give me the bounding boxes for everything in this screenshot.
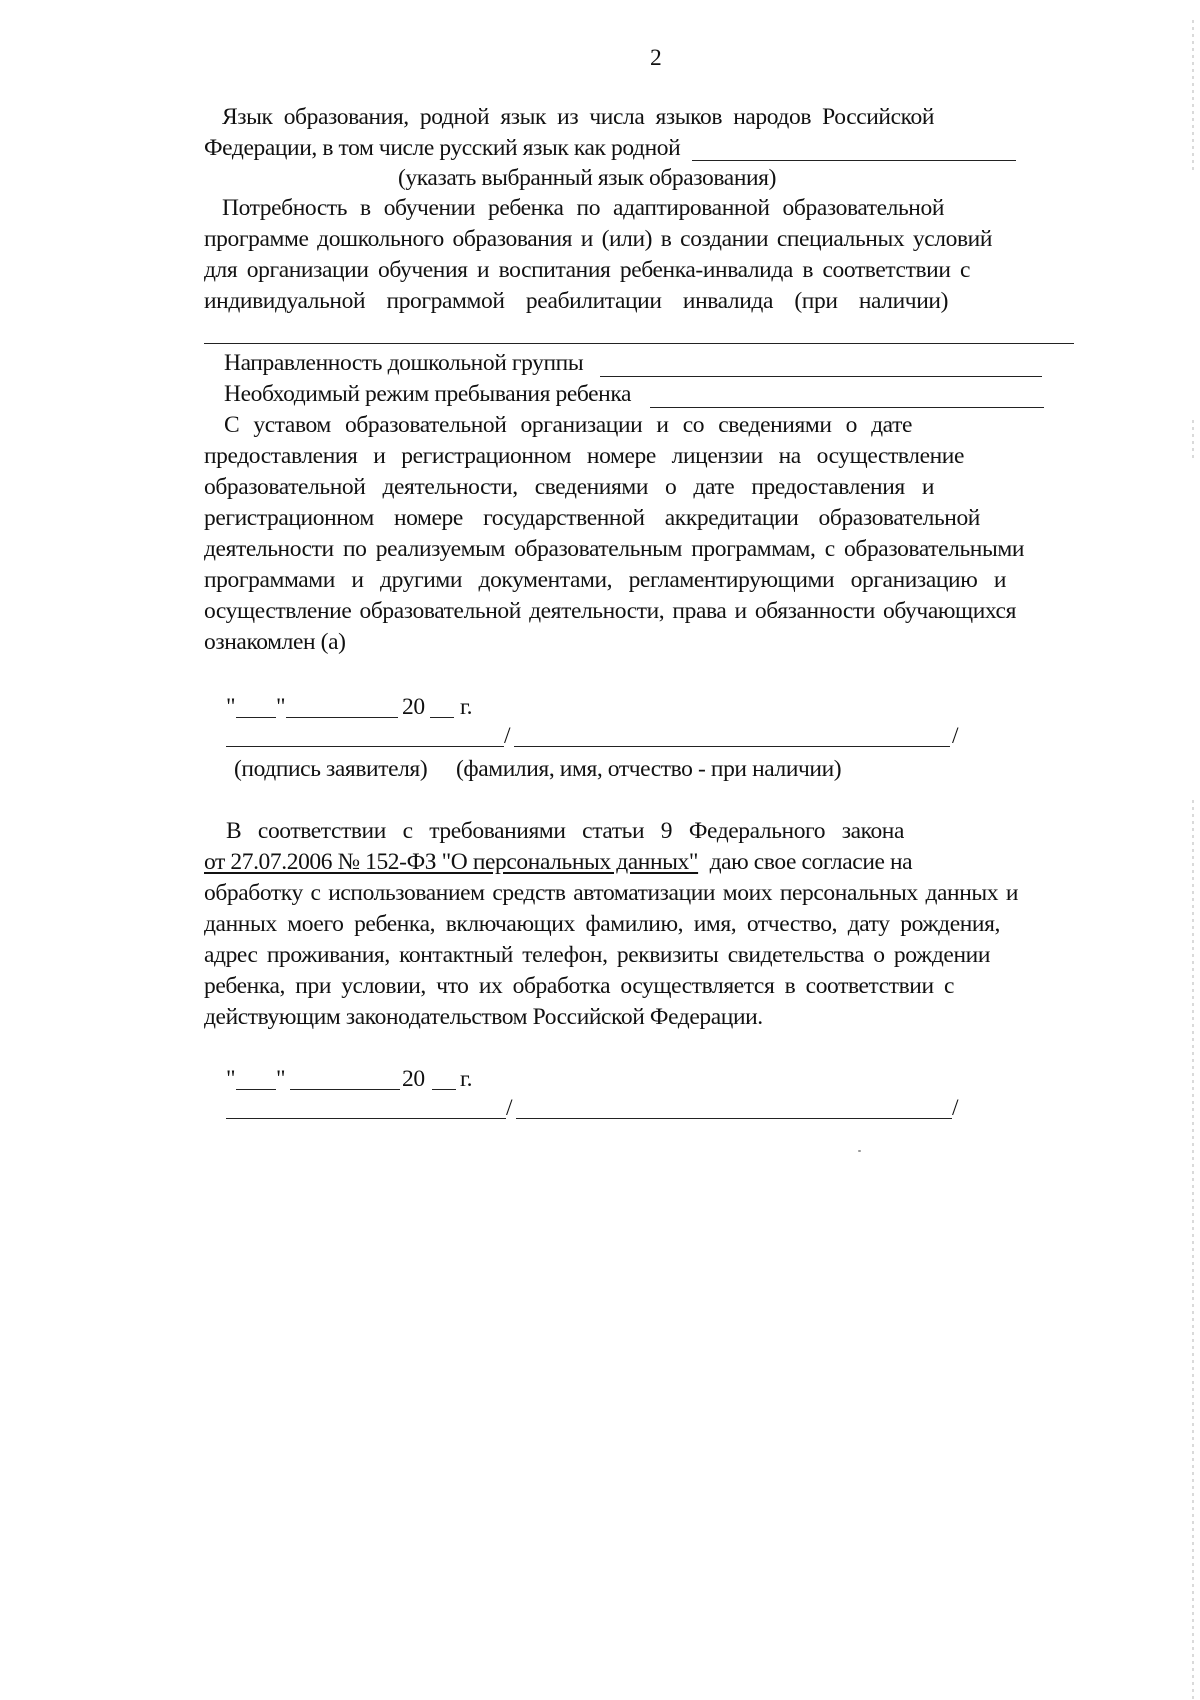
scan-edge-artifact xyxy=(1192,800,1194,1700)
date1-year-prefix: 20 xyxy=(402,694,425,720)
group-direction-fill-line xyxy=(600,376,1042,377)
charter-line-3: образовательной деятельности, сведениями о дате предоставления и xyxy=(204,474,934,500)
charter-line-5: деятельности по реализуемым образовательным программам, с образовательными xyxy=(204,536,1024,562)
language-line-2: Федерации, в том числе русский язык как родной xyxy=(204,135,681,161)
date2-year-suffix: г. xyxy=(460,1066,473,1092)
scan-edge-artifact xyxy=(1192,20,1194,170)
group-direction-label: Направленность дошкольной группы xyxy=(224,350,584,376)
charter-line-4: регистрационном номере государственной аккредитации образовательной xyxy=(204,505,980,531)
adapted-line-1: Потребность в обучении ребенка по адаптированной образовательной xyxy=(222,195,944,221)
date2-name-fill xyxy=(516,1118,952,1119)
language-fill-line xyxy=(692,160,1016,161)
consent-line-4: данных моего ребенка, включающих фамилию, имя, отчество, дату рождения, xyxy=(204,911,1000,937)
date2-month-fill xyxy=(290,1089,400,1090)
page-number: 2 xyxy=(650,45,662,71)
consent-line-2 xyxy=(204,848,912,876)
date2-year-fill xyxy=(432,1089,456,1090)
date1-year-suffix: г. xyxy=(460,694,473,720)
signature-caption: (подпись заявителя) xyxy=(234,756,428,782)
date1-signature-fill xyxy=(226,746,504,747)
consent-line-7: действующим законодательством Российской Федерации. xyxy=(204,1004,763,1030)
date1-slash-1: / xyxy=(504,723,511,749)
date1-month-fill xyxy=(286,717,398,718)
adapted-fill-line xyxy=(204,343,1074,344)
charter-line-7: осуществление образовательной деятельности, права и обязанности обучающихся xyxy=(204,598,1016,624)
date2-signature-fill xyxy=(226,1118,506,1119)
charter-line-6: программами и другими документами, регламентирующими организацию и xyxy=(204,567,1006,593)
date1-name-fill xyxy=(514,746,950,747)
date2-quote-close: " xyxy=(276,1066,286,1092)
date2-quote-open: " xyxy=(226,1066,236,1092)
date1-year-fill xyxy=(430,717,454,718)
language-line-1: Язык образования, родной язык из числа языков народов Российской xyxy=(222,104,934,130)
consent-line-5: адрес проживания, контактный телефон, реквизиты свидетельства о рождении xyxy=(204,942,990,968)
date2-year-prefix: 20 xyxy=(402,1066,425,1092)
stay-mode-label: Необходимый режим пребывания ребенка xyxy=(224,381,632,407)
law-reference-link[interactable]: от 27.07.2006 № 152-ФЗ "О персональных данных" xyxy=(204,849,699,875)
consent-line-2-rest: даю свое согласие на xyxy=(709,849,913,875)
language-hint: (указать выбранный язык образования) xyxy=(398,165,777,191)
date2-day-fill xyxy=(236,1089,276,1090)
adapted-line-4: индивидуальной программой реабилитации инвалида (при наличии) xyxy=(204,288,948,314)
stay-mode-fill-line xyxy=(650,407,1044,408)
consent-line-1: В соответствии с требованиями статьи 9 Федерального закона xyxy=(226,818,904,844)
adapted-line-3: для организации обучения и воспитания ребенка-инвалида в соответствии с xyxy=(204,257,970,283)
consent-line-6: ребенка, при условии, что их обработка осуществляется в соответствии с xyxy=(204,973,954,999)
charter-line-2: предоставления и регистрационном номере лицензии на осуществление xyxy=(204,443,964,469)
consent-line-3: обработку с использованием средств автоматизации моих персональных данных и xyxy=(204,880,1018,906)
date1-day-fill xyxy=(236,717,276,718)
date1-slash-2: / xyxy=(952,723,959,749)
scan-speck xyxy=(858,1150,861,1152)
date2-slash-2: / xyxy=(952,1095,959,1121)
date1-quote-close: " xyxy=(276,694,286,720)
scan-edge-artifact xyxy=(1192,420,1194,460)
adapted-line-2: программе дошкольного образования и (или) в создании специальных условий xyxy=(204,226,992,252)
date2-slash-1: / xyxy=(506,1095,513,1121)
charter-line-8: ознакомлен (а) xyxy=(204,629,346,655)
date1-quote-open: " xyxy=(226,694,236,720)
name-caption: (фамилия, имя, отчество - при наличии) xyxy=(456,756,842,782)
charter-line-1: С уставом образовательной организации и со сведениями о дате xyxy=(224,412,912,438)
